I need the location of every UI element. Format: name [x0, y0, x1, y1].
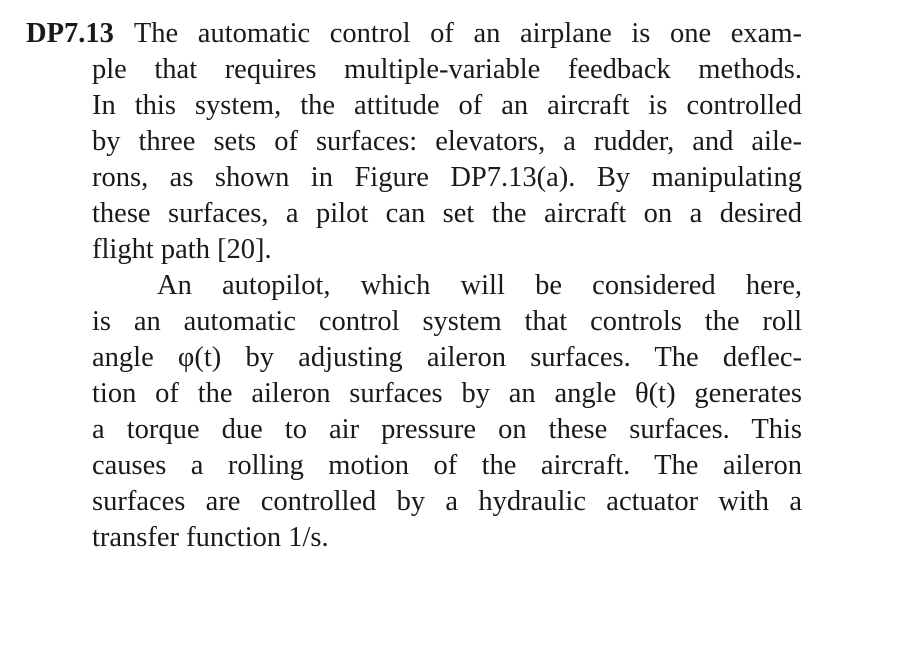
paragraph-2	[26, 268, 802, 556]
problem-block	[26, 16, 802, 556]
text-line: surfaces are controlled by a hydraulic actuator with a	[92, 486, 802, 517]
text-line: angle φ(t) by adjusting aileron surfaces. The deflec-	[92, 342, 802, 373]
text-line: is an automatic control system that controls the roll	[92, 306, 802, 337]
text-line: causes a rolling motion of the aircraft. The aileron	[92, 450, 802, 481]
text-line: transfer function 1/s.	[92, 522, 329, 553]
text-line: In this system, the attitude of an aircraft is controlled	[92, 90, 802, 121]
text-line: a torque due to air pressure on these surfaces. This	[92, 414, 802, 445]
text-line: by three sets of surfaces: elevators, a rudder, and aile-	[92, 126, 802, 157]
text-line: these surfaces, a pilot can set the aircraft on a desired	[92, 198, 802, 229]
problem-number: DP7.13	[26, 18, 114, 49]
text-line: rons, as shown in Figure DP7.13(a). By manipulating	[92, 162, 802, 193]
text-line: flight path [20].	[92, 234, 272, 265]
text-line: An autopilot, which will be considered here,	[157, 270, 802, 301]
text-line-content: The automatic control of an airplane is one exam-	[133, 18, 802, 49]
text-line	[26, 16, 802, 52]
paragraph-1	[26, 16, 802, 268]
text-line: tion of the aileron surfaces by an angle θ(t) generates	[92, 378, 802, 409]
text-line: ple that requires multiple-variable feedback methods.	[92, 54, 802, 85]
